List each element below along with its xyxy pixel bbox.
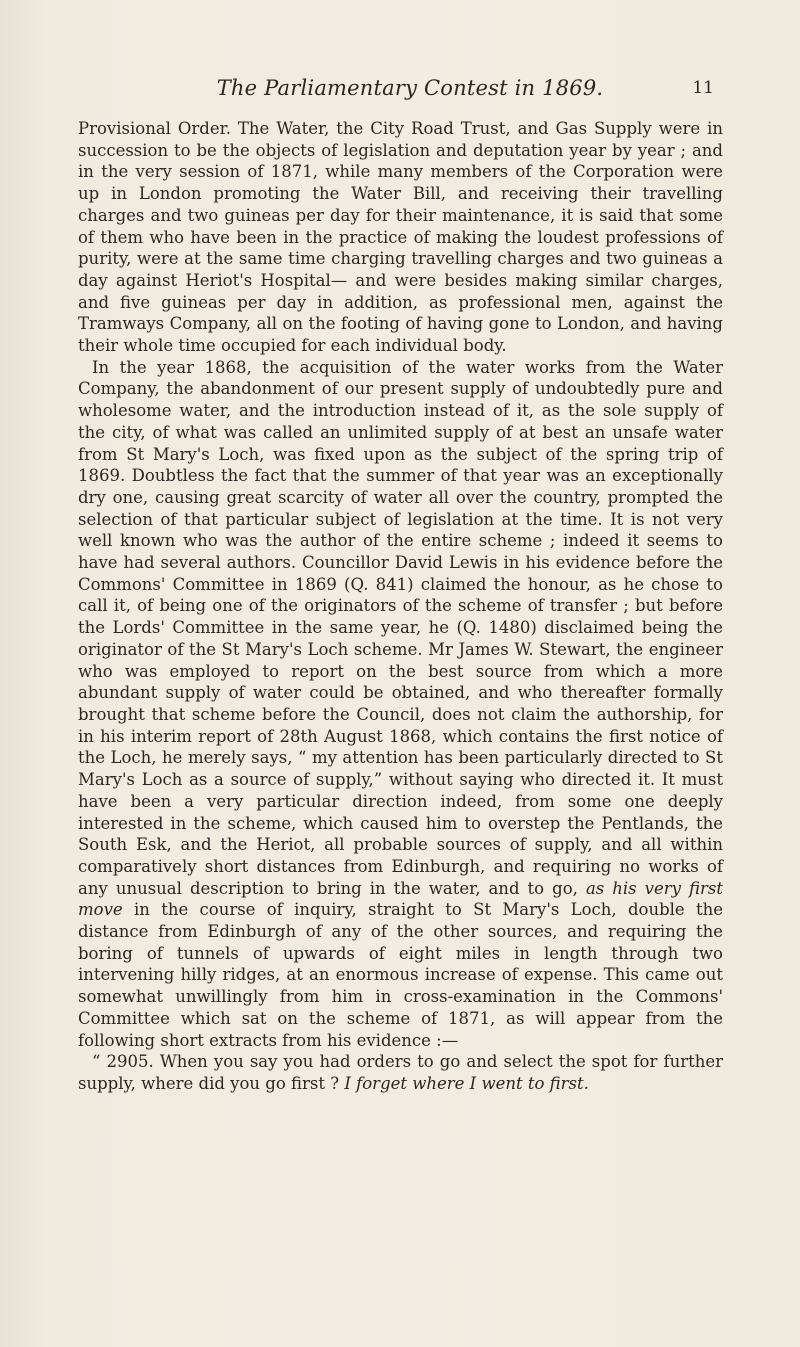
evidence-extract (78, 1051, 723, 1094)
page-number: 11 (692, 78, 714, 98)
paragraph-text-continued: in the course of inquiry, straight to St Mary's Loch, double the distance from Edinburgh of any of the other sources, and requiring the boring of tunnels of upwards of eight miles in length through two intervening hilly ridges, at an enormous increase of expense. This came out somewhat unwillingly from him in cross-examination in the Commons' Committee which sat on the scheme of 1871, as will appear from the following short extracts from his evidence :— (78, 900, 723, 1050)
answer-text: I forget where I went to first. (344, 1073, 589, 1093)
body-text (78, 118, 723, 1095)
question-text: “ 2905. When you say you had orders to go and select the spot for further supply, where did you go first ? (78, 1052, 723, 1093)
paragraph-year-1868 (78, 357, 723, 1052)
italic-emphasis: as his very first move (78, 878, 724, 920)
paragraph-provisional-order (78, 118, 723, 357)
running-title: The Parliamentary Contest in 1869. (216, 76, 604, 100)
paragraph-text: In the year 1868, the acquisition of the water works from the Water Company, the abandonment of our present supply of undoubtedly pure and wholesome water, and the introduction instead of it, as the sole supply of the city, of what was called an unlimited supply of at best an unsafe water from St Mary's Loch, was fixed upon as the subject of the spring trip of 1869. Doubtless the fact that the summer of that year was an exceptionally dry one, causing great scarcity of water all over the country, prompted the selection of that particular subject of legislation at the time. It is not very well known who was the author of the entire scheme ; indeed it seems to have had several authors. Councillor David Lewis in his evidence before the Commons' Committee in 1869 (Q. 841) claimed the honour, as he chose to call it, of being one of the originators of the scheme of transfer ; but before the Lords' Committee in the same year, he (Q. 1480) disclaimed being the originator of the St Mary's Loch scheme. Mr James W. Stewart, the engineer who was employed to report on the best source from which a more abundant supply of water could be obtained, and who thereafter formally brought that scheme before the Council, does not claim the authorship, for in his interim report of 28th August 1868, which contains the first notice of the Loch, he merely says, “ my attention has been particularly directed to St Mary's Loch as a source of supply,” without saying who directed it. It must have been a very particular direction indeed, from some one deeply interested in the scheme, which caused him to overstep the Pentlands, the South Esk, and the Heriot, all probable sources of supply, and all within comparatively short distances from Edinburgh, and requiring no works of any unusual description to bring in the water, and to go, (78, 357, 723, 898)
paragraph-text: Provisional Order. The Water, the City Road Trust, and Gas Supply were in succession to be the objects of legislation and deputation year by year ; and in the very session of 1871, while many members of the Corporation were up in London promoting the Water Bill, and receiving their travelling charges and two guineas per day for their maintenance, it is said that some of them who have been in the practice of making the loudest professions of purity, were at the same time charging travelling charges and two guineas a day against Heriot's Hospital— and were besides making similar charges, and five guineas per day in addition, as professional men, against the Tramways Company, all on the footing of having gone to London, and having their whole time occupied for each individual body. (78, 119, 723, 356)
page-header (0, 76, 800, 106)
